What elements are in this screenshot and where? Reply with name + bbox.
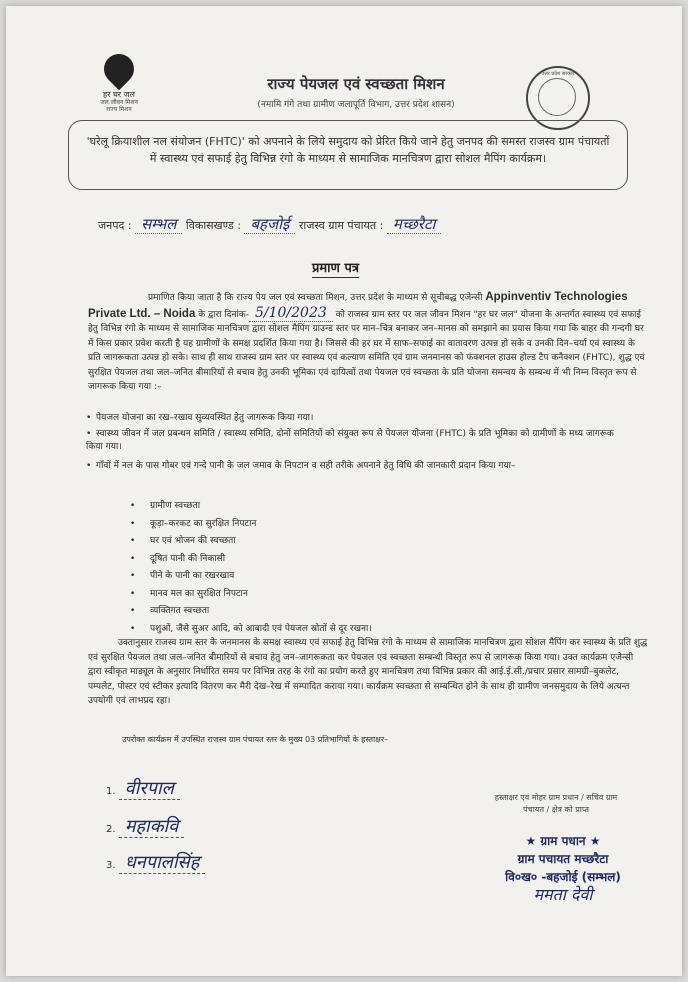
pradhan-stamp: [488, 832, 638, 904]
agency-name: Appinventiv Technologies Private Ltd. – Noida: [88, 291, 628, 320]
district-label: जनपद :: [98, 219, 132, 232]
header: [196, 74, 516, 110]
list-item: • ग्रामीण स्वच्छता: [130, 501, 201, 511]
header-subtitle: (नमामि गंगे तथा ग्रामीण जलापूर्ति विभाग, उत्तर प्रदेश शासन): [257, 100, 455, 110]
list-item: • घर एवं भोजन की स्वच्छता: [130, 536, 236, 546]
har-ghar-jal-logo: [84, 54, 154, 113]
signature-name: महाकवि: [119, 816, 184, 838]
signature-row: [106, 814, 184, 838]
date-value: 5/10/2023: [249, 305, 333, 322]
list-item: • कूड़ा–करकट का सुरक्षित निपटान: [130, 518, 257, 529]
signature-number: 3.: [106, 860, 116, 871]
bullet-text: स्वास्थ्य जीवन में जल प्रबन्धन समिति / स्वास्थ्य समिति, दोनों समितियों को संयुक्त रूप से पेयजल योजना (FHTC) के प्रति भूमिका को ग्रामीणों के मध्य जागरूक किया गया।: [86, 429, 614, 452]
bullet-dot-icon: •: [130, 571, 136, 581]
bullet-item: [86, 412, 626, 425]
list-item: • दूषित पानी की निकासी: [130, 553, 226, 564]
bullet-text: गाँवों में नल के पास गोबर एवं गन्दे पानी के जल जमाव के निपटान व सही तरीके अपनाने हेतु विधि की जानकारी प्रदान किया गया–: [96, 461, 516, 471]
stamp-label: हस्ताक्षर एवं मोहर ग्राम प्रधान / सचिव ग्राम पंचायत / क्षेत्र को प्राप्त: [494, 793, 618, 814]
para1-part1: प्रमाणित किया जाता है कि राज्य पेय जल एवं स्वच्छता मिशन, उत्तर प्रदेश के माध्यम से सूचीबद्ध एजेन्सी: [148, 293, 483, 303]
signature-number: 2.: [106, 824, 116, 835]
signature-number: 1.: [106, 786, 116, 797]
district-value: सम्भल: [135, 215, 182, 234]
logo-line1: हर घर जल: [103, 90, 135, 99]
certificate-title: प्रमाण पत्र: [312, 258, 359, 278]
list-item: • पशुओं, जैसे सुअर आदि, को आबादी एवं पेयजल स्रोतों से दूर रखना।: [130, 623, 372, 634]
summary-paragraph: उक्तानुसार राजस्व ग्राम स्तर के जनमानस के समक्ष स्वास्थ्य एवं सफाई हेतु विभिन्न रंगो के माध्यम से सामाजिक मानचित्रण द्वारा सोशल मैपिंग कर स्वास्थ्य के प्रति शुद्ध एवं सुरक्षित पेयजल तथा जल–जनित बीमारियों से बचाव हेतु जन–जागरूकता कर पेयजल एवं स्वच्छता सम्बन्धी विस्तृत रूप से जागरूक किया गया। उक्त कार्यक्रम एजेन्सी द्वारा स्वीकृत माड्यूल के अनुसार निर्धारित समय पर विभिन्न तरह के रंगो का प्रयोग करते हुए मानचित्रण तथा विभिन्न प्रकार की आई.ई.सी./प्रचार प्रसार सामग्री–बुकलेट, पम्पलेट, पोस्टर एवं स्टीकर इत्यादि वितरण कर मैरी देख–रेख में सम्पादित कराया गया। कार्यक्रम स्वच्छता से सम्बन्धित होने के साथ ही ग्रामीण जनसमुदाय के लिये अत्यन्त उपयोगी एवं लाभप्रद रहा।: [88, 638, 648, 706]
header-title: राज्य पेयजल एवं स्वच्छता मिशन: [267, 75, 445, 93]
logo-line2: जल जीवन मिशन: [100, 99, 138, 106]
location-fields: [98, 214, 638, 234]
signature-name: धनपालसिंह: [119, 852, 206, 874]
bullet-text: पेयजल योजना का रख–रखाव सुव्यवस्थित हेतु जागरूक किया गया।: [96, 413, 314, 423]
date-label: के द्वारा दिनांक-: [195, 309, 249, 320]
bullet-dot-icon: •: [86, 413, 92, 423]
bullet-dot-icon: •: [86, 461, 92, 471]
bullet-dot-icon: •: [130, 606, 136, 616]
block-label: विकासखण्ड :: [185, 219, 241, 232]
signature-name: वीरपाल: [119, 778, 180, 800]
main-paragraph: [88, 290, 648, 395]
village-label: राजस्व ग्राम पंचायत :: [298, 219, 384, 232]
bullet-dot-icon: •: [130, 536, 136, 546]
stamp-line2: ग्राम पचायत मच्छरैटा: [517, 852, 609, 866]
bullet-dot-icon: •: [130, 588, 136, 599]
stamp-line1: ★ ग्राम पधान ★: [525, 834, 601, 848]
bullet-dot-icon: •: [130, 553, 136, 564]
bullet-dot-icon: •: [86, 429, 92, 439]
para1-part2: को राजस्व ग्राम स्तर पर जल जीवन मिशन "हर घर जल" योजना के अन्तर्गत स्वास्थ्य एवं सफाई हेतु विभिन्न रंगो के माध्यम से सामाजिक मानचित्रण द्वारा सोशल मैपिंग ग्राउन्ड स्तर पर मान–चित्र बनाकर जन–मानस को समझाने का प्रयास किया गया कि बाहर की गन्दगी घर में किस प्रकार प्रवेश करती है यह ग्रामीणों के समक्ष प्रदर्शित किया गया है। जिससे की हर घर में साफ–सफाई का वातावरण उत्पन्न हो सके व उनकी दिन–चर्या एवं स्वास्थ्य के प्रति जागरूकता उत्पन्न हो सके। साथ ही साथ राजस्व ग्राम स्तर पर स्वास्थ्य एवं कल्याण समिति एवं ग्राम जनमानस को फंक्शनल हाउस होल्ड टैप कनैक्शन (FHTC), शुद्ध एवं सुरक्षित पेयजल तथा जल–जनित बीमारियों से बचाव हेतु उनकी भूमिका एवं दायित्वों तथा पेयजल एवं स्वच्छता के प्रति योजना समन्वय के सम्बन्ध में भी निम्न विस्तृत रूप से जागरूक किया गया :–: [88, 309, 645, 392]
hygiene-topics-list: [130, 498, 550, 638]
bullet-dot-icon: •: [130, 518, 136, 529]
certificate-page: [6, 6, 682, 976]
water-drop-icon: [98, 48, 140, 90]
bullet-item: [86, 460, 626, 473]
list-item: • पीने के पानी का रखरखाव: [130, 571, 235, 581]
signature-row: [106, 850, 205, 874]
participants-heading: उपरोक्त कार्यक्रम में उपस्थित राजस्व ग्राम पंचायत स्तर के मुख्य 03 प्रतिभागियों के हस्ताक्षर–: [122, 735, 389, 744]
list-item: • मानव मल का सुरक्षित निपटान: [130, 588, 248, 599]
village-value: मच्छरैटा: [387, 215, 442, 234]
list-item: • व्यक्तिगत स्वच्छता: [130, 606, 210, 616]
block-value: बहजोई: [244, 215, 295, 234]
stamp-signature: ममता देवी: [533, 885, 593, 904]
seal-inner-ring: [538, 78, 576, 116]
stamp-line3: वि०ख० -बहजोई (सम्भल): [505, 870, 621, 884]
program-banner: 'घरेलू क्रियाशील नल संयोजन (FHTC)' को अपनाने के लिये समुदाय को प्रेरित किये जाने हेतु जनपद की समस्त राजस्व ग्राम पंचायतों में स्वास्थ्य एवं सफाई हेतु विभिन्न रंगो के माध्यम से सामाजिक मानचित्रण द्वारा सोशल मैपिंग कार्यक्रम।: [68, 120, 628, 190]
bullet-dot-icon: •: [130, 501, 136, 511]
bullet-item: [86, 428, 626, 454]
logo-line3: राज्य मिशन: [106, 106, 132, 113]
seal-text: उत्तर प्रदेश सरकार: [541, 71, 575, 77]
bullet-dot-icon: •: [130, 623, 136, 634]
signature-row: [106, 776, 180, 800]
